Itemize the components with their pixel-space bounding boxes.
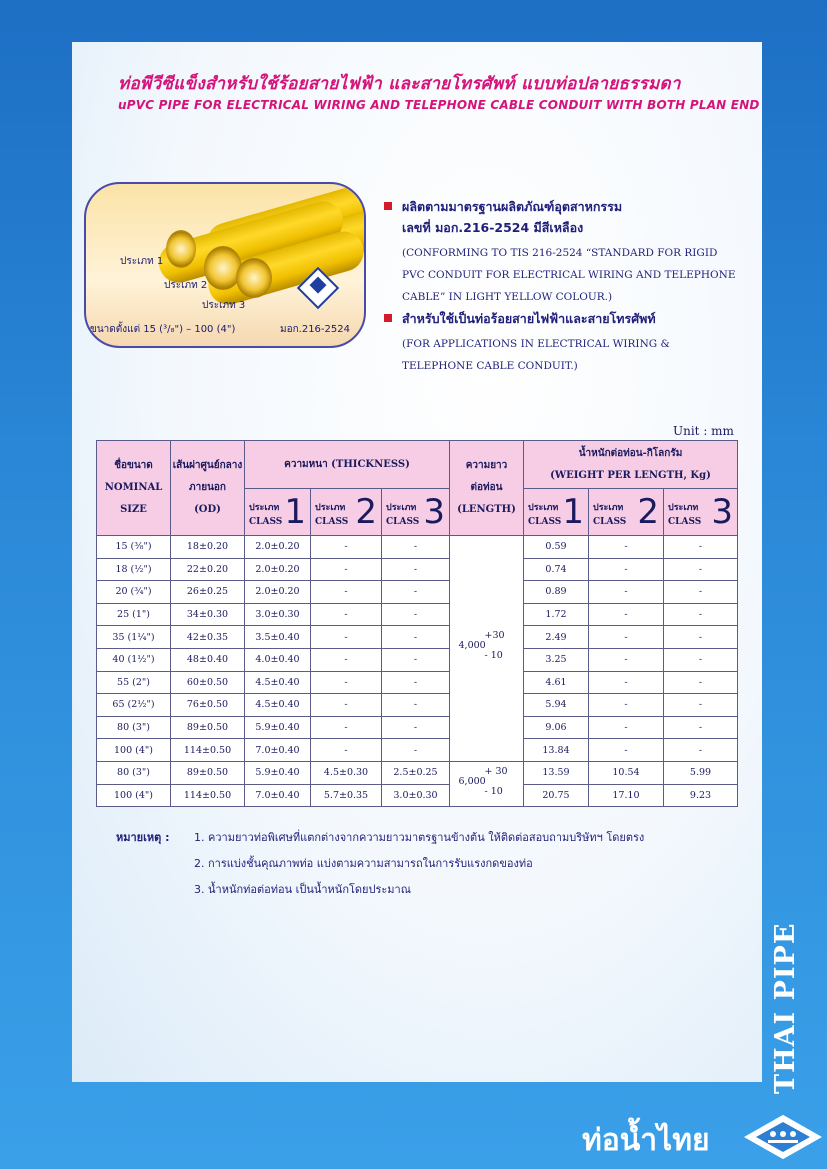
- table-cell-t2: 5.7±0.35: [311, 784, 382, 807]
- table-row: [97, 739, 738, 762]
- table-cell-t2: -: [311, 694, 382, 717]
- table-cell-w3: -: [664, 694, 738, 717]
- header-nominal-size: ชื่อขนาด NOMINAL SIZE: [97, 441, 171, 536]
- table-cell-w2: -: [589, 694, 664, 717]
- table-cell-w3: -: [664, 739, 738, 762]
- table-cell-size: 18 (½"): [97, 558, 171, 581]
- table-cell-t1: 2.0±0.20: [245, 558, 311, 581]
- table-row: [97, 536, 738, 559]
- table-cell-t2: -: [311, 648, 382, 671]
- brand-logo-icon: [744, 1114, 822, 1160]
- length-base: 4,000: [458, 639, 486, 651]
- bullet-icon: [384, 202, 392, 210]
- photo-label-class-3: ประเภท 3: [202, 300, 246, 311]
- table-cell-t2: 4.5±0.30: [311, 761, 382, 784]
- table-cell-od: 48±0.40: [171, 648, 245, 671]
- table-row: [97, 671, 738, 694]
- table-cell-size: 100 (4"): [97, 784, 171, 807]
- feature-english-line: PVC CONDUIT FOR ELECTRICAL WIRING AND TELEPHONE: [402, 269, 736, 281]
- table-cell-t2: -: [311, 716, 382, 739]
- table-cell-t1: 3.0±0.30: [245, 603, 311, 626]
- table-cell-w1: 3.25: [524, 648, 589, 671]
- table-cell-od: 114±0.50: [171, 739, 245, 762]
- table-row: [97, 603, 738, 626]
- table-cell-length: [450, 536, 524, 762]
- table-cell-t1: 7.0±0.40: [245, 784, 311, 807]
- table-cell-t3: -: [382, 739, 450, 762]
- table-cell-t1: 2.0±0.20: [245, 536, 311, 559]
- feature-english-line: TELEPHONE CABLE CONDUIT.): [402, 360, 578, 372]
- table-cell-w3: 9.23: [664, 784, 738, 807]
- table-cell-t3: -: [382, 716, 450, 739]
- table-cell-w1: 4.61: [524, 671, 589, 694]
- table-cell-od: 22±0.20: [171, 558, 245, 581]
- table-cell-w3: -: [664, 716, 738, 739]
- header-weight: น้ำหนักต่อท่อน-กิโลกรัม (WEIGHT PER LENGTH, Kg): [524, 441, 738, 489]
- length-plus: + 30: [484, 765, 508, 777]
- product-photo: [84, 182, 366, 348]
- table-cell-w3: 5.99: [664, 761, 738, 784]
- table-row: [97, 648, 738, 671]
- photo-size-range: ขนาดตั้งแต่ 15 (³/₈") – 100 (4"): [90, 324, 236, 335]
- table-row: [97, 558, 738, 581]
- table-cell-t3: -: [382, 694, 450, 717]
- table-cell-w1: 1.72: [524, 603, 589, 626]
- table-cell-t3: -: [382, 671, 450, 694]
- feature-english-line: CABLE” IN LIGHT YELLOW COLOUR.): [402, 291, 613, 303]
- header-thickness-class-3: ประเภท CLASS 3: [382, 489, 450, 536]
- table-cell-t2: -: [311, 603, 382, 626]
- table-cell-t2: -: [311, 581, 382, 604]
- table-cell-size: 15 (⅜"): [97, 536, 171, 559]
- feature-list: [384, 196, 754, 377]
- feature-item: [384, 196, 754, 238]
- table-cell-w2: -: [589, 671, 664, 694]
- table-cell-w1: 5.94: [524, 694, 589, 717]
- note-item: 2. การแบ่งชั้นคุณภาพท่อ แบ่งตามความสามารถในการรับแรงกดของท่อ: [194, 857, 533, 870]
- table-cell-w2: 17.10: [589, 784, 664, 807]
- header-thickness-class-1: ประเภท CLASS 1: [245, 489, 311, 536]
- table-cell-w1: 9.06: [524, 716, 589, 739]
- header-outside-diameter: เส้นผ่าศูนย์กลาง ภายนอก (OD): [171, 441, 245, 536]
- table-cell-size: 55 (2"): [97, 671, 171, 694]
- length-minus: - 10: [484, 649, 503, 661]
- table-cell-w2: -: [589, 716, 664, 739]
- table-cell-w2: -: [589, 626, 664, 649]
- table-cell-t1: 4.0±0.40: [245, 648, 311, 671]
- table-cell-w2: -: [589, 581, 664, 604]
- table-cell-t2: -: [311, 536, 382, 559]
- feature-english-line: (FOR APPLICATIONS IN ELECTRICAL WIRING &: [402, 338, 670, 350]
- table-cell-w2: -: [589, 648, 664, 671]
- table-cell-w3: -: [664, 558, 738, 581]
- length-base: 6,000: [458, 775, 486, 787]
- table-cell-od: 76±0.50: [171, 694, 245, 717]
- table-cell-t3: -: [382, 536, 450, 559]
- table-cell-t3: 2.5±0.25: [382, 761, 450, 784]
- pipe-end-image: [166, 230, 196, 268]
- table-cell-t1: 4.5±0.40: [245, 671, 311, 694]
- table-row: [97, 761, 738, 784]
- table-cell-w2: -: [589, 558, 664, 581]
- page-title-thai: ท่อพีวีซีแข็งสำหรับใช้ร้อยสายไฟฟ้า และสายโทรศัพท์ แบบท่อปลายธรรมดา: [118, 74, 681, 94]
- table-cell-t1: 5.9±0.40: [245, 716, 311, 739]
- table-cell-od: 18±0.20: [171, 536, 245, 559]
- header-weight-class-2: ประเภท CLASS 2: [589, 489, 664, 536]
- table-cell-w1: 2.49: [524, 626, 589, 649]
- table-cell-t1: 5.9±0.40: [245, 761, 311, 784]
- page-title-english: uPVC PIPE FOR ELECTRICAL WIRING AND TELEPHONE CABLE CONDUIT WITH BOTH PLAN END: [118, 98, 760, 112]
- table-cell-od: 26±0.25: [171, 581, 245, 604]
- table-cell-t2: -: [311, 558, 382, 581]
- length-minus: - 10: [484, 785, 503, 797]
- note-item: 3. น้ำหนักท่อต่อท่อน เป็นน้ำหนักโดยประมาณ: [194, 883, 411, 896]
- table-cell-t2: -: [311, 739, 382, 762]
- table-cell-w2: -: [589, 739, 664, 762]
- table-cell-t3: -: [382, 603, 450, 626]
- table-cell-t3: -: [382, 626, 450, 649]
- brand-name: ท่อน้ำไทย: [582, 1123, 710, 1158]
- feature-thai-line: เลขที่ มอก.216-2524 มีสีเหลือง: [402, 220, 584, 235]
- table-cell-w3: -: [664, 648, 738, 671]
- table-cell-w2: -: [589, 603, 664, 626]
- table-cell-od: 34±0.30: [171, 603, 245, 626]
- table-cell-w1: 20.75: [524, 784, 589, 807]
- photo-label-class-2: ประเภท 2: [164, 280, 208, 291]
- table-cell-od: 60±0.50: [171, 671, 245, 694]
- table-cell-size: 80 (3"): [97, 761, 171, 784]
- table-cell-w1: 13.59: [524, 761, 589, 784]
- header-thickness-class-2: ประเภท CLASS 2: [311, 489, 382, 536]
- pipe-end-image: [236, 258, 272, 298]
- bullet-icon: [384, 314, 392, 322]
- table-cell-t2: -: [311, 671, 382, 694]
- table-cell-od: 89±0.50: [171, 716, 245, 739]
- table-cell-t3: -: [382, 558, 450, 581]
- table-cell-t3: -: [382, 648, 450, 671]
- side-brand-text: THAI PIPE: [770, 922, 801, 1094]
- table-cell-w3: -: [664, 671, 738, 694]
- table-cell-size: 80 (3"): [97, 716, 171, 739]
- photo-standard-mark: มอก.216-2524: [280, 324, 350, 335]
- table-cell-t2: -: [311, 626, 382, 649]
- table-cell-t1: 2.0±0.20: [245, 581, 311, 604]
- table-cell-w1: 13.84: [524, 739, 589, 762]
- feature-english-line: (CONFORMING TO TIS 216-2524 “STANDARD FOR RIGID: [402, 247, 718, 259]
- table-cell-w3: -: [664, 581, 738, 604]
- table-row: [97, 716, 738, 739]
- feature-thai-line: สำหรับใช้เป็นท่อร้อยสายไฟฟ้าและสายโทรศัพท์: [402, 311, 656, 326]
- table-row: [97, 694, 738, 717]
- header-weight-class-1: ประเภท CLASS 1: [524, 489, 589, 536]
- table-cell-t1: 3.5±0.40: [245, 626, 311, 649]
- table-cell-t1: 7.0±0.40: [245, 739, 311, 762]
- header-thickness: ความหนา (THICKNESS): [245, 441, 450, 489]
- note-item: 1. ความยาวท่อพิเศษที่แตกต่างจากความยาวมาตรฐานข้างต้น ให้ติดต่อสอบถามบริษัทฯ โดยตรง: [194, 831, 645, 844]
- table-cell-w3: -: [664, 626, 738, 649]
- table-cell-t3: 3.0±0.30: [382, 784, 450, 807]
- table-cell-w2: 10.54: [589, 761, 664, 784]
- length-plus: +30: [484, 629, 505, 641]
- table-cell-length: [450, 761, 524, 806]
- table-cell-w3: -: [664, 603, 738, 626]
- table-cell-size: 25 (1"): [97, 603, 171, 626]
- header-length: ความยาว ต่อท่อน (LENGTH): [450, 441, 524, 536]
- table-cell-od: 114±0.50: [171, 784, 245, 807]
- table-cell-w2: -: [589, 536, 664, 559]
- table-cell-size: 40 (1½"): [97, 648, 171, 671]
- table-cell-t1: 4.5±0.40: [245, 694, 311, 717]
- header-weight-class-3: ประเภท CLASS 3: [664, 489, 738, 536]
- feature-thai-line: ผลิตตามมาตรฐานผลิตภัณฑ์อุตสาหกรรม: [402, 199, 623, 214]
- table-row: [97, 581, 738, 604]
- table-cell-w1: 0.59: [524, 536, 589, 559]
- table-cell-w1: 0.74: [524, 558, 589, 581]
- table-cell-w1: 0.89: [524, 581, 589, 604]
- table-cell-size: 20 (¾"): [97, 581, 171, 604]
- unit-label: Unit : mm: [673, 424, 734, 438]
- table-cell-size: 35 (1¼"): [97, 626, 171, 649]
- table-row: [97, 784, 738, 807]
- table-cell-size: 100 (4"): [97, 739, 171, 762]
- table-cell-od: 42±0.35: [171, 626, 245, 649]
- notes-label: หมายเหตุ :: [116, 831, 170, 844]
- photo-label-class-1: ประเภท 1: [120, 256, 164, 267]
- table-cell-w3: -: [664, 536, 738, 559]
- feature-item: [384, 308, 754, 329]
- table-cell-size: 65 (2½"): [97, 694, 171, 717]
- spec-table: [96, 440, 738, 807]
- table-cell-od: 89±0.50: [171, 761, 245, 784]
- table-row: [97, 626, 738, 649]
- table-cell-t3: -: [382, 581, 450, 604]
